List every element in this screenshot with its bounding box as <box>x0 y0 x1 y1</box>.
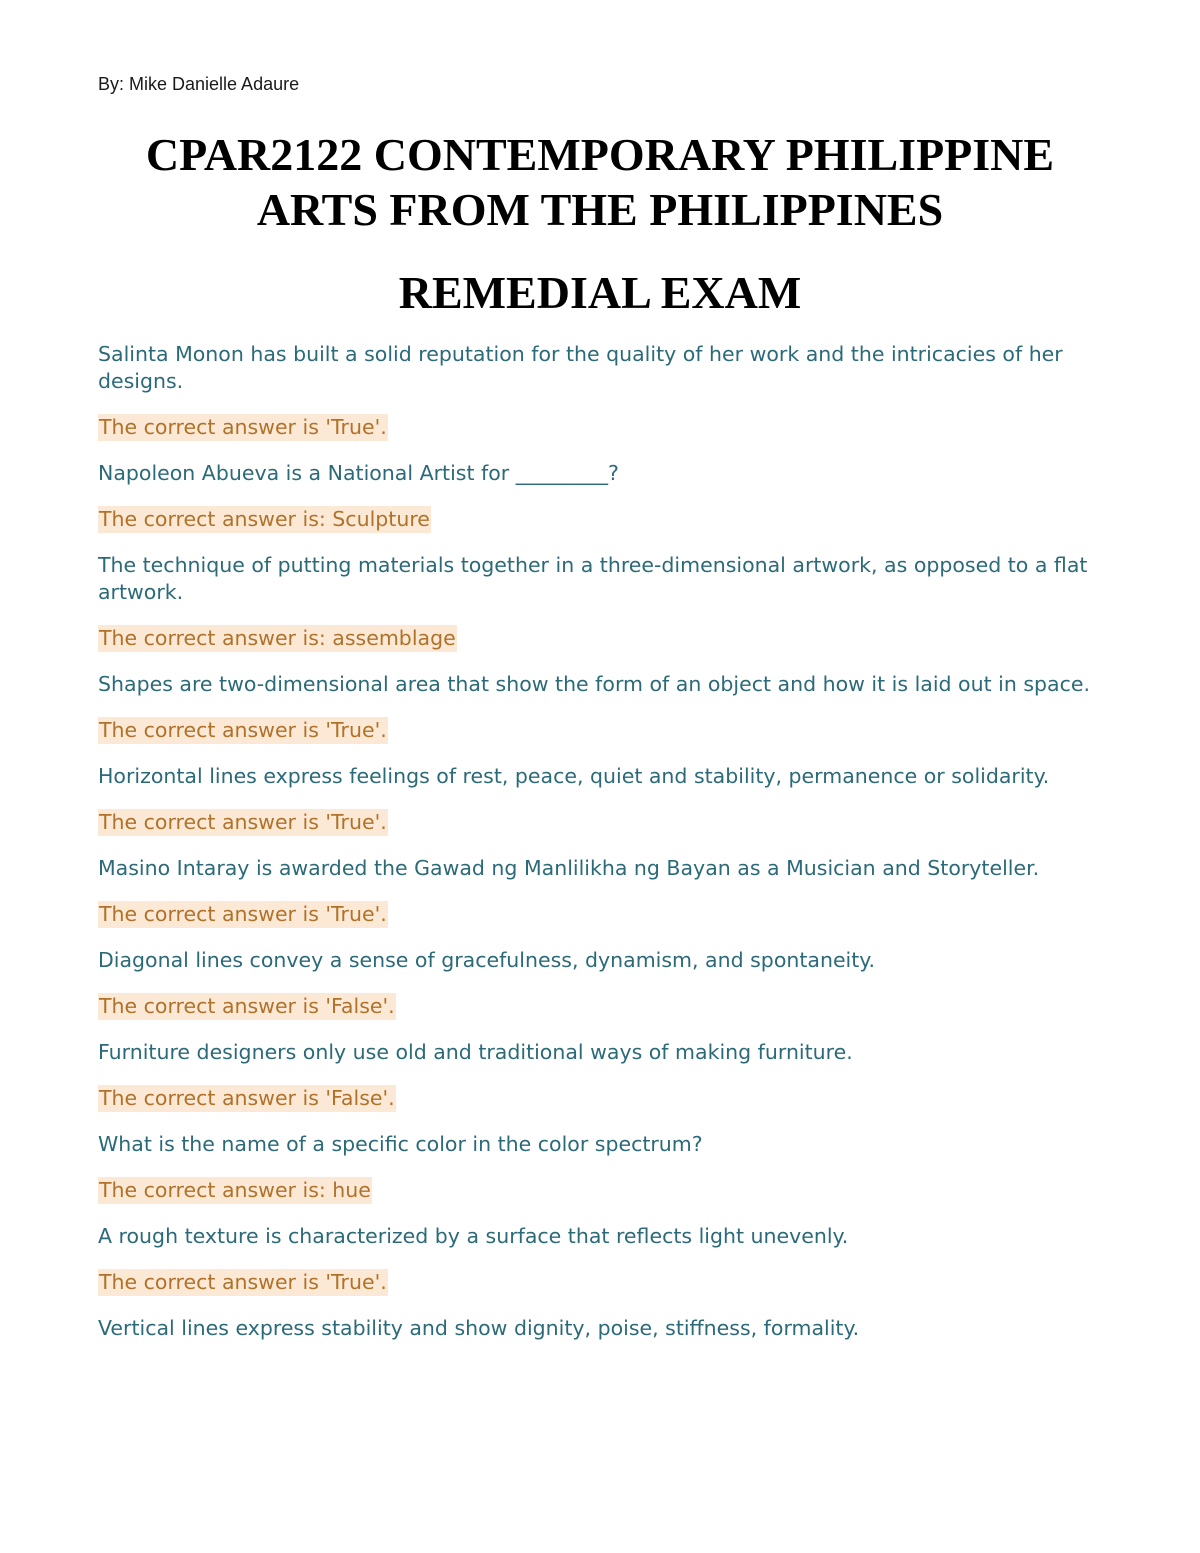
answer-text: The correct answer is 'True'. <box>99 902 387 926</box>
question-text: Masino Intaray is awarded the Gawad ng Manlilikha ng Bayan as a Musician and Storyteller. <box>98 856 1040 880</box>
question-text: Diagonal lines convey a sense of gracefulness, dynamism, and spontaneity. <box>98 948 876 972</box>
question-text: What is the name of a specific color in the color spectrum? <box>98 1132 703 1156</box>
title-line-1: CPAR2122 CONTEMPORARY PHILIPPINE <box>145 129 1055 180</box>
question-text: Shapes are two-dimensional area that show the form of an object and how it is laid out in space. <box>98 672 1091 696</box>
question-answer-list <box>98 341 1102 1342</box>
answer-text: The correct answer is 'True'. <box>99 415 387 439</box>
answer-text: The correct answer is: hue <box>99 1178 371 1202</box>
qa-item <box>98 947 1102 1020</box>
question-text: Salinta Monon has built a solid reputation for the quality of her work and the intricacies of her designs. <box>98 342 1063 393</box>
qa-item <box>98 1223 1102 1296</box>
question-text: A rough texture is characterized by a surface that reflects light unevenly. <box>98 1224 849 1248</box>
qa-item <box>98 671 1102 744</box>
title-line-2: ARTS FROM THE PHILIPPINES <box>256 184 944 235</box>
question-text: Horizontal lines express feelings of rest, peace, quiet and stability, permanence or solidarity. <box>98 764 1050 788</box>
answer-text: The correct answer is 'True'. <box>99 1270 387 1294</box>
qa-item <box>98 763 1102 836</box>
answer-text: The correct answer is 'False'. <box>99 994 395 1018</box>
author-line: By: Mike Danielle Adaure <box>98 74 300 94</box>
qa-item <box>98 460 1102 533</box>
question-text: Napoleon Abueva is a National Artist for _________? <box>98 461 619 485</box>
exam-subtitle: REMEDIAL EXAM <box>398 267 802 318</box>
answer-text: The correct answer is 'True'. <box>99 810 387 834</box>
answer-text: The correct answer is 'True'. <box>99 718 387 742</box>
qa-item <box>98 1039 1102 1112</box>
question-text: Furniture designers only use old and traditional ways of making furniture. <box>98 1040 853 1064</box>
question-text: Vertical lines express stability and show dignity, poise, stiffness, formality. <box>98 1316 860 1340</box>
answer-text: The correct answer is: assemblage <box>99 626 456 650</box>
question-text: The technique of putting materials together in a three-dimensional artwork, as opposed to a flat artwork. <box>98 553 1088 604</box>
qa-item <box>98 552 1102 652</box>
answer-text: The correct answer is 'False'. <box>99 1086 395 1110</box>
qa-item <box>98 1131 1102 1204</box>
qa-item <box>98 855 1102 928</box>
qa-item <box>98 341 1102 441</box>
qa-item <box>98 1315 1102 1342</box>
answer-text: The correct answer is: Sculpture <box>99 507 430 531</box>
document-title <box>60 127 1140 237</box>
